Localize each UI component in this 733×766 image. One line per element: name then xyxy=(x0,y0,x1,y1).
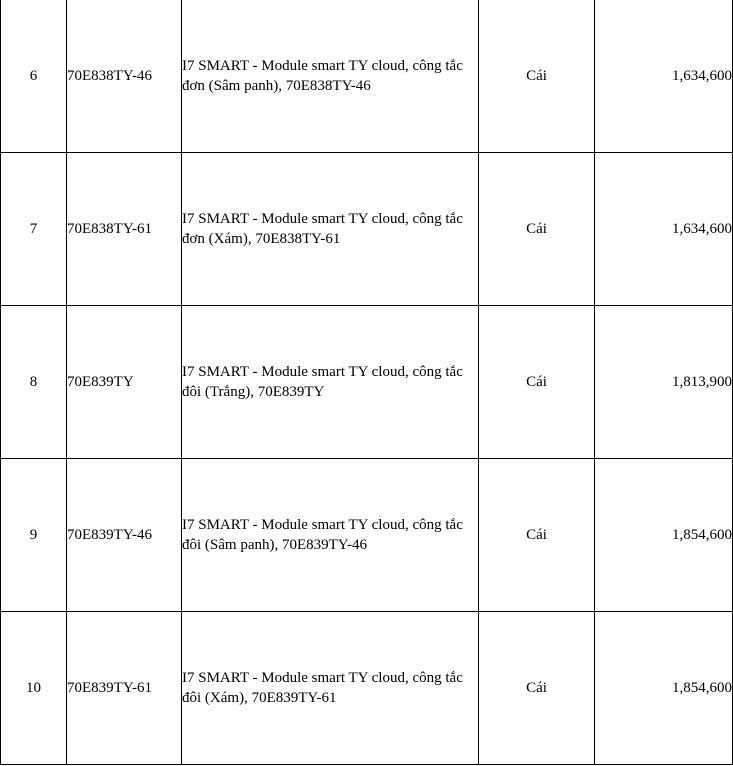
table-row xyxy=(1,306,733,459)
price: 1,854,600 xyxy=(595,612,733,765)
row-number: 10 xyxy=(1,612,67,765)
price: 1,854,600 xyxy=(595,459,733,612)
table-row xyxy=(1,612,733,765)
product-description: I7 SMART - Module smart TY cloud, công tắc đơn (Xám), 70E838TY-61 xyxy=(182,153,479,306)
product-description: I7 SMART - Module smart TY cloud, công tắc đôi (Xám), 70E839TY-61 xyxy=(182,612,479,765)
unit: Cái xyxy=(479,459,595,612)
price: 1,813,900 xyxy=(595,306,733,459)
price: 1,634,600 xyxy=(595,153,733,306)
table-row xyxy=(1,153,733,306)
product-code: 70E839TY-46 xyxy=(67,459,182,612)
product-description: I7 SMART - Module smart TY cloud, công tắc đôi (Trắng), 70E839TY xyxy=(182,306,479,459)
table-row xyxy=(1,0,733,153)
product-description: I7 SMART - Module smart TY cloud, công tắc đôi (Sâm panh), 70E839TY-46 xyxy=(182,459,479,612)
product-code: 70E839TY-61 xyxy=(67,612,182,765)
unit: Cái xyxy=(479,0,595,153)
row-number: 8 xyxy=(1,306,67,459)
unit: Cái xyxy=(479,153,595,306)
table-row xyxy=(1,459,733,612)
product-description: I7 SMART - Module smart TY cloud, công tắc đơn (Sâm panh), 70E838TY-46 xyxy=(182,0,479,153)
product-code: 70E839TY xyxy=(67,306,182,459)
price: 1,634,600 xyxy=(595,0,733,153)
unit: Cái xyxy=(479,612,595,765)
product-code: 70E838TY-61 xyxy=(67,153,182,306)
row-number: 7 xyxy=(1,153,67,306)
row-number: 6 xyxy=(1,0,67,153)
unit: Cái xyxy=(479,306,595,459)
row-number: 9 xyxy=(1,459,67,612)
product-code: 70E838TY-46 xyxy=(67,0,182,153)
